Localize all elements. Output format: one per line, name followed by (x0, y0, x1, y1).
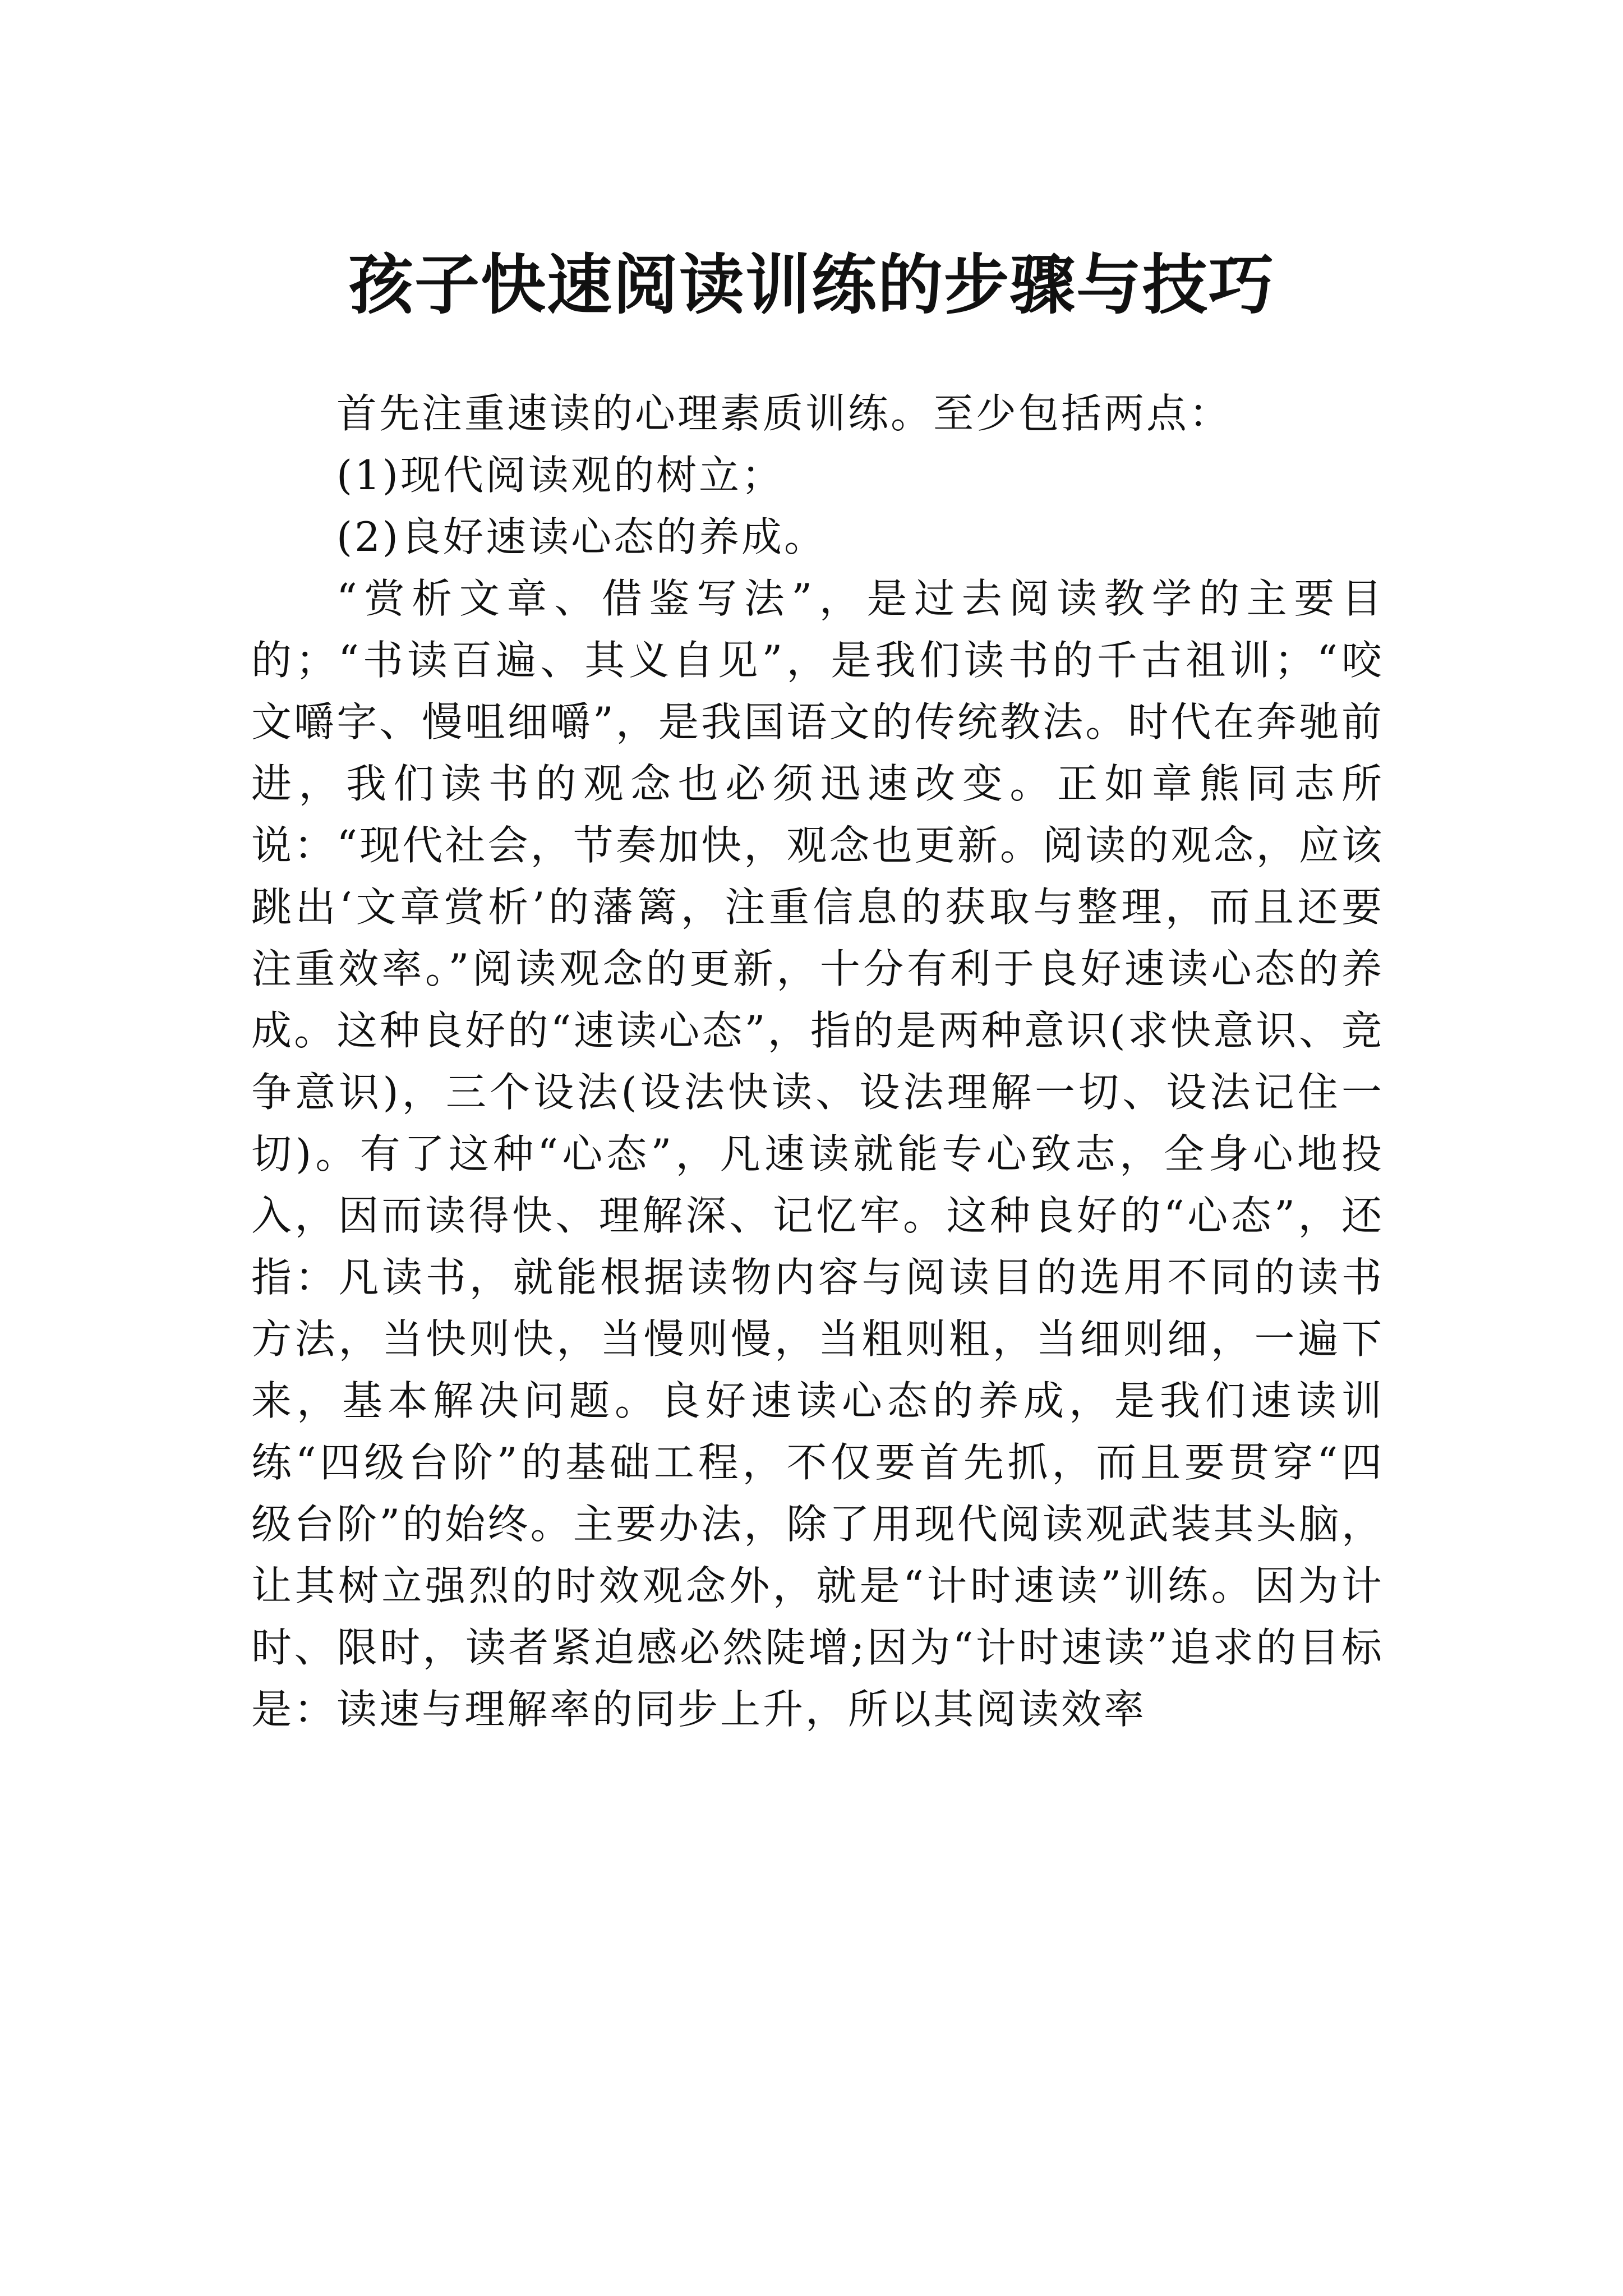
document-title: 孩子快速阅读训练的步骤与技巧 (348, 246, 1275, 323)
paragraph-intro: 首先注重速读的心理素质训练。至少包括两点： (336, 390, 1232, 437)
paragraph-point-1: (1)现代阅读观的树立； (336, 452, 784, 499)
paragraph-main: “赏析文章、借鉴写法”，是过去阅读教学的主要目的；“书读百遍、其义自见”，是我们读书的千古祖训；“咬文嚼字、慢咀细嚼”，是我国语文的传统教法。时代在奔驰前进，我们读书的观念也必须迅速改变。正如章熊同志所说：“现代社会，节奏加快，观念也更新。阅读的观念，应该跳出‘文章赏析’的藩篱，注重信息的获取与整理，而且还要注重效率。”阅读观念的更新，十分有利于良好速读心态的养成。这种良好的“速读心态”，指的是两种意识(求快意识、竞争意识)，三个设法(设法快读、设法理解一切、设法记住一切)。有了这种“心态”，凡速读就能专心致志，全身心地投入，因而读得快、理解深、记忆牢。这种良好的“心态”，还指：凡读书，就能根据读物内容与阅读目的选用不同的读书方法，当快则快，当慢则慢，当粗则粗，当细则细，一遍下来，基本解决问题。良好速读心态的养成，是我们速读训练“四级台阶”的基础工程，不仅要首先抓，而且要贯穿“四级台阶”的始终。主要办法，除了用现代阅读观武装其头脑，让其树立强烈的时效观念外，就是“计时速读”训练。因为计时、限时，读者紧迫感必然陡增;因为“计时速读”追求的目标是：读速与理解率的同步上升，所以其阅读效率 (251, 575, 1384, 1733)
document-body (251, 383, 1384, 1740)
paragraph-point-2: (2)良好速读心态的养成。 (336, 513, 827, 560)
